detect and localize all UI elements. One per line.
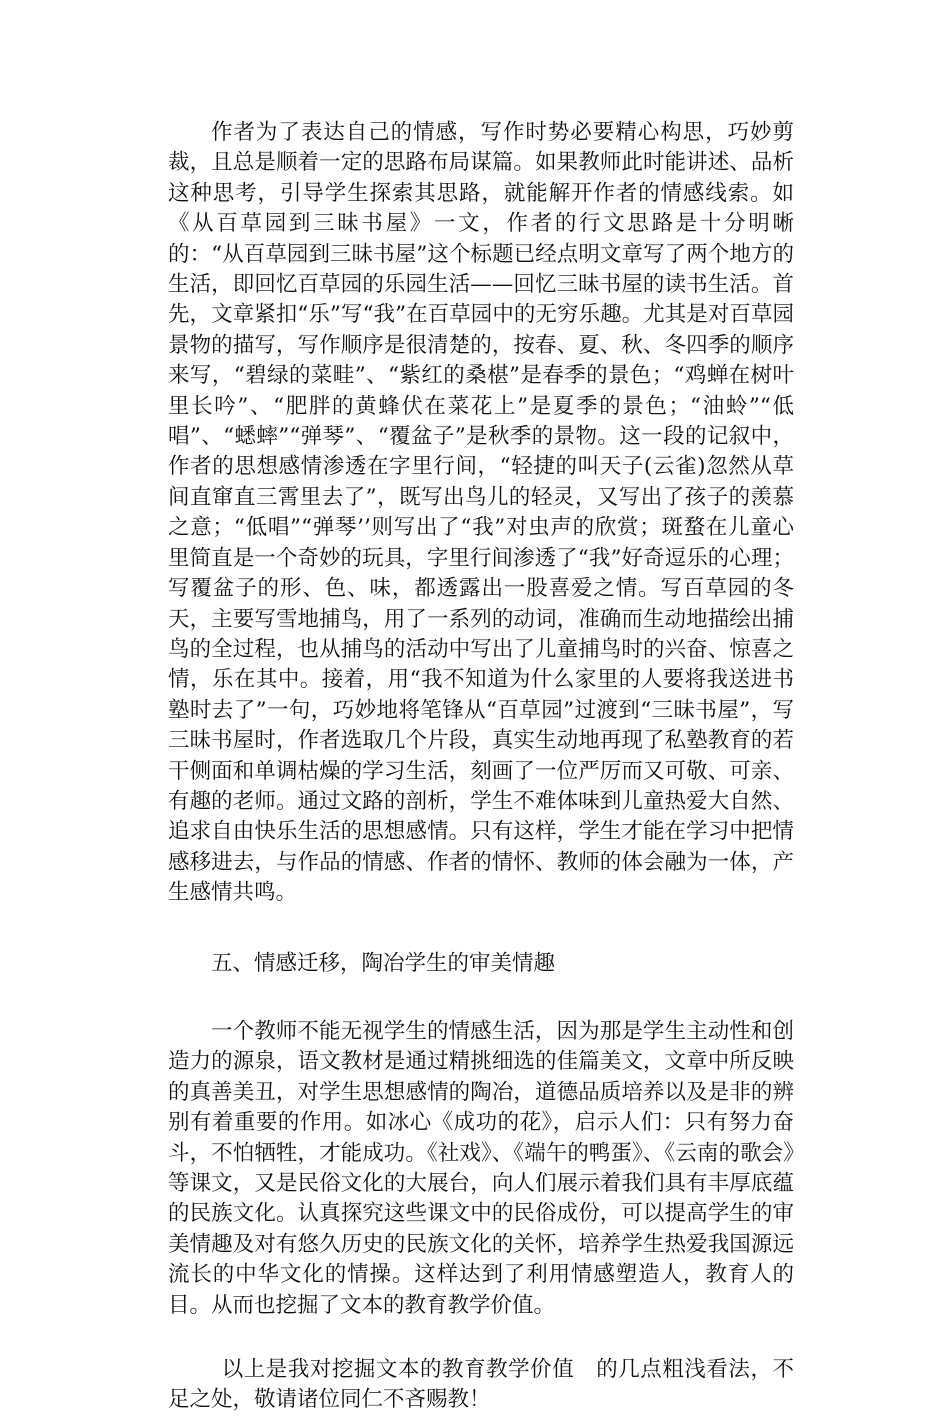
section-heading-5: 五、情感迁移，陶冶学生的审美情趣 bbox=[211, 950, 556, 976]
closing-paragraph: 以上是我对挖掘文本的教育教学价值 的几点粗浅看法，不足之处，敬请诸位同仁不吝赐教！ bbox=[168, 1357, 794, 1413]
body-paragraph-2: 一个教师不能无视学生的情感生活，因为那是学生主动性和创造力的源泉，语文教材是通过精挑细选的佳篇美文，文章中所反映的真善美丑，对学生思想感情的陶冶，道德品质培养以及是非的辨别有着重要的作用。如冰心《成功的花》，启示人们：只有努力奋斗，不怕牺牲，才能成功。《社戏》、《端午的鸭蛋》、《云南的歌会》等课文，又是民俗文化的大展台，向人们展示着我们具有丰厚底蕴的民族文化。认真探究这些课文中的民俗成份，可以提高学生的审美情趣及对有悠久历史的民族文化的关怀，培养学生热爱我国源远流长的中华文化的情操。这样达到了利用情感塑造人，教育人的目。从而也挖掘了文本的教育教学价值。 bbox=[168, 1018, 794, 1318]
document-page bbox=[168, 118, 794, 1416]
body-paragraph-1: 作者为了表达自己的情感，写作时势必要精心构思，巧妙剪裁，且总是顺着一定的思路布局谋篇。如果教师此时能讲述、品析这种思考，引导学生探索其思路，就能解开作者的情感线索。如《从百草园到三昧书屋》一文，作者的行文思路是十分明晰的：“从百草园到三昧书屋”这个标题已经点明文章写了两个地方的生活，即回忆百草园的乐园生活——回忆三昧书屋的读书生活。首先，文章紧扣“乐”写“我”在百草园中的无穷乐趣。尤其是对百草园景物的描写，写作顺序是很清楚的，按春、夏、秋、冬四季的顺序来写，“碧绿的菜畦”、“紫红的桑椹”是春季的景色；“鸡蝉在树叶里长吟”、“肥胖的黄蜂伏在菜花上”是夏季的景色；“油蛉”“低唱”、“蟋蟀”“弹琴”、“覆盆子”是秋季的景物。这一段的记叙中，作者的思想感情渗透在字里行间，“轻捷的叫天子(云雀)忽然从草间直窜直三霄里去了”，既写出鸟儿的轻灵，又写出了孩子的羡慕之意；“低唱”“弹琴’’则写出了“我”对虫声的欣赏；斑蝥在儿童心里简直是一个奇妙的玩具，字里行间渗透了“我”好奇逗乐的心理；写覆盆子的形、色、味，都透露出一股喜爱之情。写百草园的冬天，主要写雪地捕鸟，用了一系列的动词，准确而生动地描绘出捕鸟的全过程，也从捕鸟的活动中写出了儿童捕鸟时的兴奋、惊喜之情，乐在其中。接着，用“我不知道为什么家里的人要将我送进书塾时去了”一句，巧妙地将笔锋从“百草园”过渡到“三昧书屋”，写三昧书屋时，作者选取几个片段，真实生动地再现了私塾教育的若干侧面和单调枯燥的学习生活，刻画了一位严厉而又可敬、可亲、有趣的老师。通过文路的剖析，学生不难体味到儿童热爱大自然、追求自由快乐生活的思想感情。只有这样，学生才能在学习中把情感移进去，与作品的情感、作者的情怀、教师的体会融为一体，产生感情共鸣。 bbox=[168, 120, 794, 906]
